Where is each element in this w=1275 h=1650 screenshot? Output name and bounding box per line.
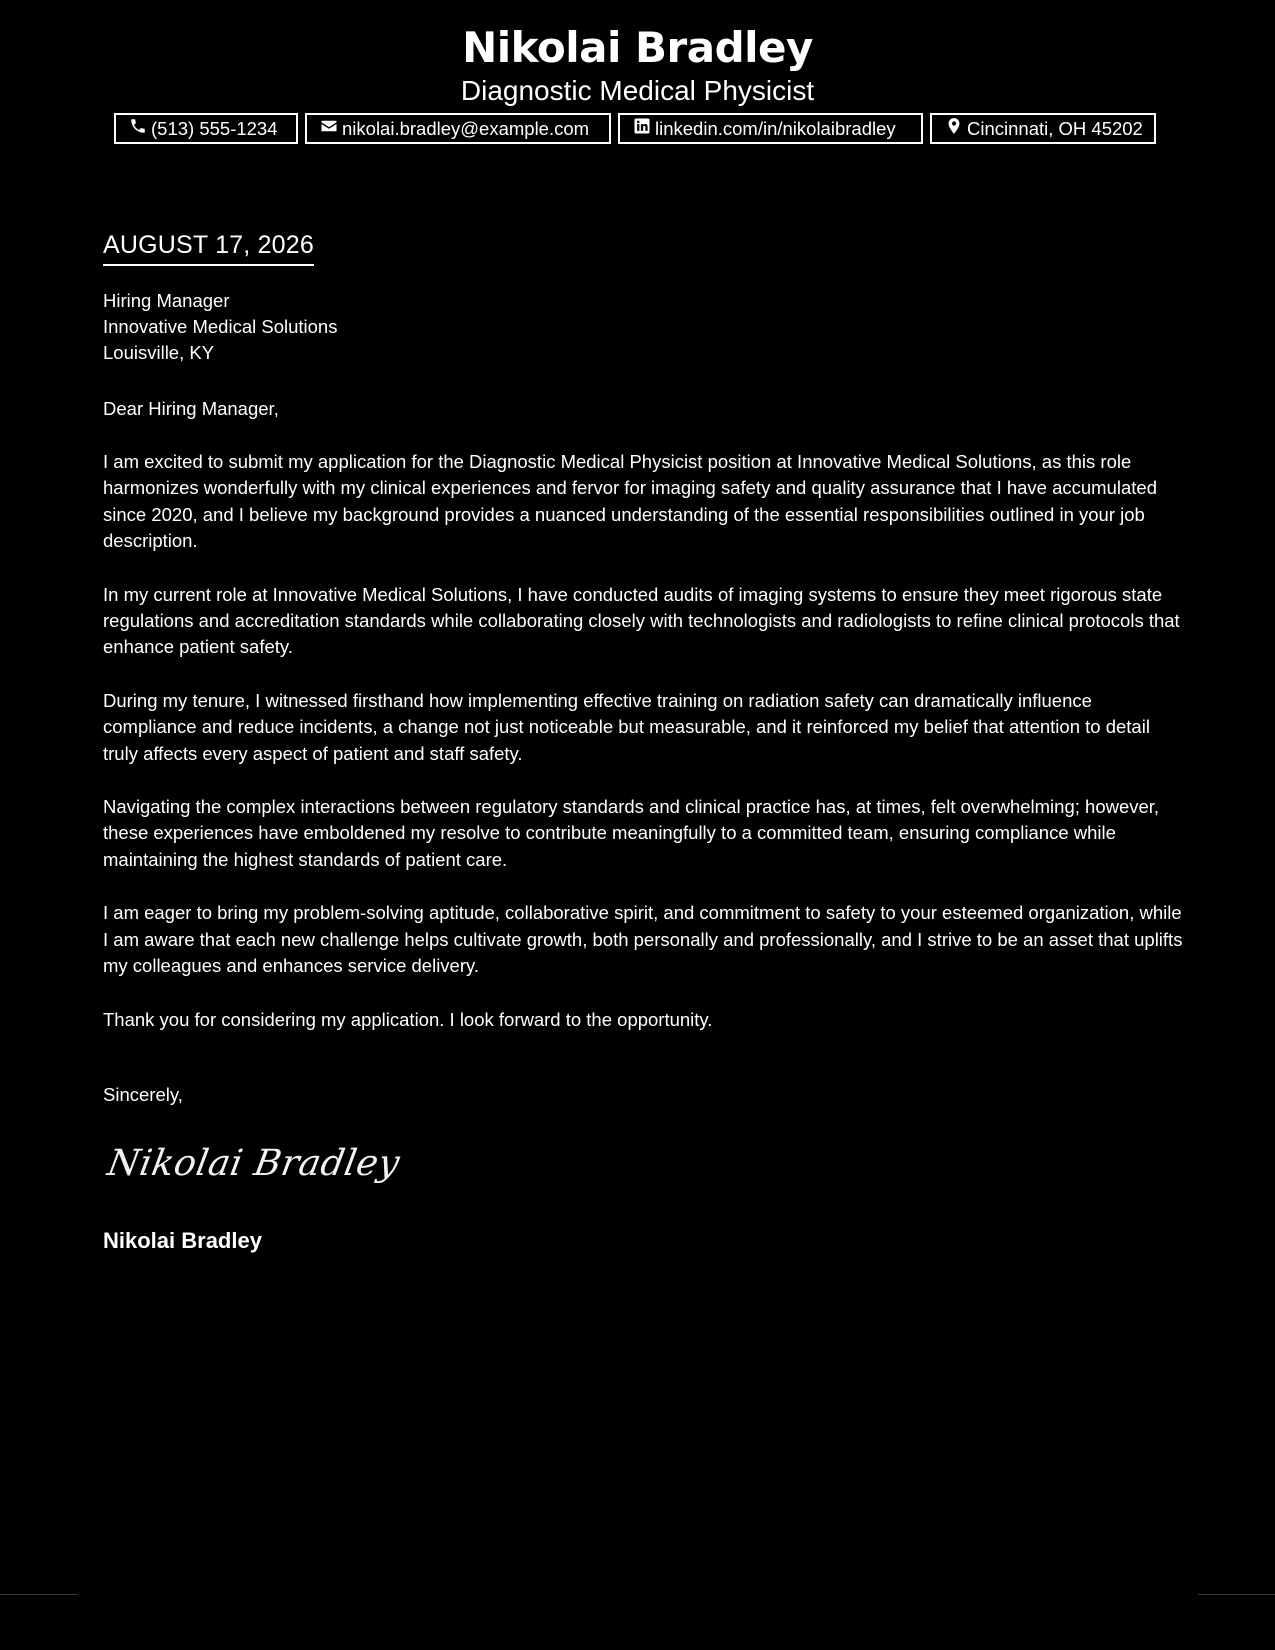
handwritten-signature: Nikolai Bradley xyxy=(104,1143,403,1184)
body-paragraph: I am excited to submit my application for the Diagnostic Medical Physicist position at Innovative Medical Solutions, as this role harmonizes wonderfully with my clinical experiences and fervor for imaging safety and quality assurance that I have accumulated since 2020, and I believe my background provides a nuanced understanding of the essential responsibilities outlined in your job description. xyxy=(103,451,1158,552)
salutation: Dear Hiring Manager, xyxy=(103,398,279,419)
location-text: Cincinnati, OH 45202 xyxy=(967,117,1143,139)
linkedin-icon xyxy=(633,117,655,140)
contact-bar xyxy=(114,113,1156,144)
linkedin-text: linkedin.com/in/nikolaibradley xyxy=(655,117,896,139)
email-text: nikolai.bradley@example.com xyxy=(342,117,590,139)
recipient-location: Louisville, KY xyxy=(103,342,215,363)
phone-text: (513) 555-1234 xyxy=(151,117,278,139)
contact-phone[interactable] xyxy=(114,113,298,144)
letter-date: AUGUST 17, 2026 xyxy=(103,228,314,266)
closing: Sincerely, xyxy=(103,1084,183,1105)
letter-body xyxy=(103,449,1183,1060)
contact-email[interactable] xyxy=(305,113,611,144)
body-paragraph: Navigating the complex interactions between regulatory standards and clinical practice has, at times, felt overwhelming; however, these experiences have emboldened my resolve to contribute meaningfully to a committed team, ensuring compliance while maintaining the highest standards of patient care. xyxy=(103,796,1160,870)
body-paragraph: I am eager to bring my problem-solving aptitude, collaborative spirit, and commitment to safety to your esteemed organization, while I am aware that each new challenge helps cultivate growth, both personally and professionally, and I strive to be an asset that uplifts my colleagues and enhances service delivery. xyxy=(103,902,1183,977)
footer-divider-left xyxy=(0,1594,77,1595)
letter-header xyxy=(0,22,1275,108)
body-paragraph: Thank you for considering my application. I look forward to the opportunity. xyxy=(103,1008,713,1030)
recipient-company: Innovative Medical Solutions xyxy=(103,316,338,337)
recipient-block xyxy=(103,288,337,366)
applicant-title: Diagnostic Medical Physicist xyxy=(460,75,815,106)
phone-icon xyxy=(129,117,151,140)
applicant-name: Nikolai Bradley xyxy=(462,23,813,72)
contact-linkedin[interactable] xyxy=(618,113,923,144)
footer-divider-right xyxy=(1198,1594,1275,1595)
signer-name: Nikolai Bradley xyxy=(103,1228,262,1253)
recipient-name: Hiring Manager xyxy=(103,290,230,311)
body-paragraph: In my current role at Innovative Medical Solutions, I have conducted audits of imaging systems to ensure they meet rigorous state regulations and accreditation standards while collaborating closely with technologists and radiologists to refine clinical protocols that enhance patient safety. xyxy=(103,583,1180,658)
envelope-icon xyxy=(320,117,342,140)
map-marker-icon xyxy=(945,117,967,140)
body-paragraph: During my tenure, I witnessed firsthand how implementing effective training on radiation safety can dramatically influence compliance and reduce incidents, a change not just noticeable but measurable, and it reinforced my belief that attention to detail truly affects every aspect of patient and staff safety. xyxy=(103,689,1150,764)
contact-location[interactable] xyxy=(930,113,1156,144)
